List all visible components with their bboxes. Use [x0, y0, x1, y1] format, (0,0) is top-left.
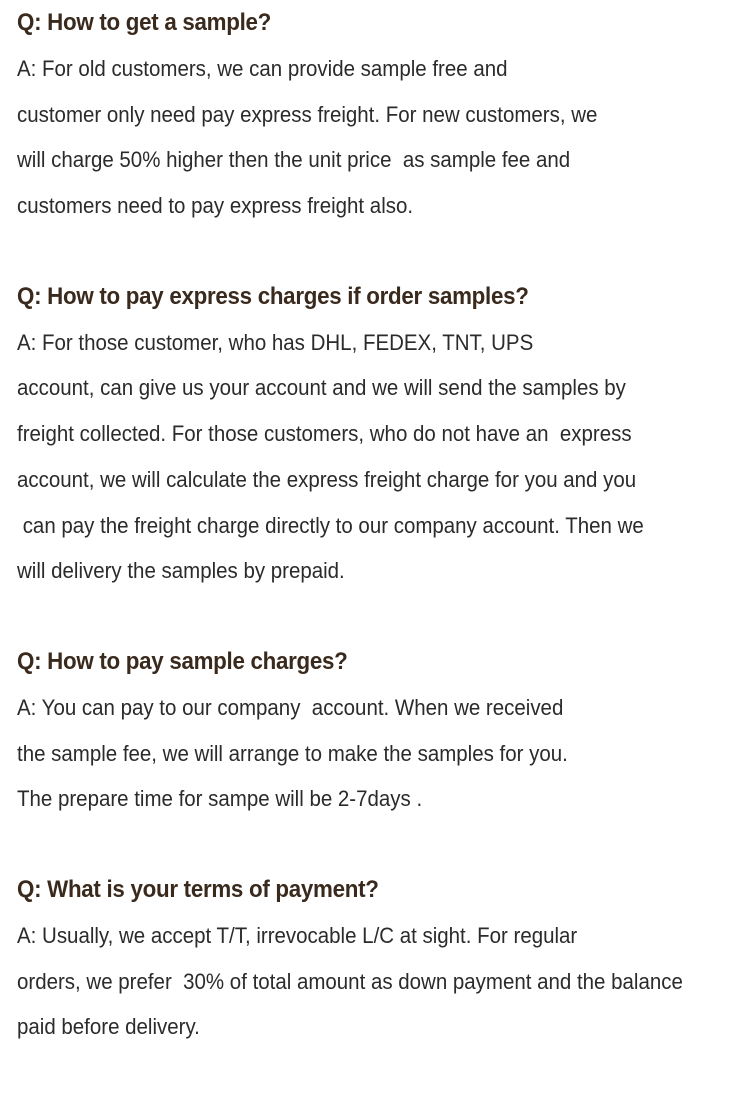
section-spacer — [17, 822, 743, 867]
faq-item-sample-charges — [17, 639, 743, 822]
faq-answer-line: customer only need pay express freight. For new customers, we — [17, 101, 598, 127]
faq-answer-line: account, we will calculate the express freight charge for you and you — [17, 466, 637, 492]
faq-answer-line: A: For old customers, we can provide sample free and — [17, 56, 508, 81]
faq-answer-line: A: You can pay to our company account. When we received — [17, 694, 564, 720]
faq-question: Q: What is your terms of payment? — [17, 875, 379, 903]
faq-answer-line: orders, we prefer 30% of total amount as down payment and the balance — [17, 968, 683, 994]
section-spacer — [17, 594, 743, 639]
faq-item-sample — [17, 0, 743, 229]
faq-answer-line: freight collected. For those customers, who do not have an express — [17, 421, 632, 447]
faq-answer-line: paid before delivery. — [17, 1014, 200, 1040]
faq-answer-line: The prepare time for sampe will be 2-7days . — [17, 786, 423, 812]
faq-answer-line: A: For those customer, who has DHL, FEDEX, TNT, UPS — [17, 329, 534, 355]
faq-answer-line: can pay the freight charge directly to our company account. Then we — [17, 512, 644, 538]
faq-item-express-charges — [17, 274, 743, 594]
faq-item-payment-terms — [17, 867, 743, 1050]
faq-question: Q: How to pay express charges if order samples? — [17, 282, 529, 310]
faq-answer-line: will charge 50% higher then the unit price as sample fee and — [17, 147, 571, 173]
faq-answer-line: the sample fee, we will arrange to make the samples for you. — [17, 740, 568, 766]
section-spacer — [17, 229, 743, 274]
faq-answer-line: A: Usually, we accept T/T, irrevocable L/C at sight. For regular — [17, 922, 578, 948]
faq-question: Q: How to get a sample? — [17, 9, 272, 36]
faq-answer-line: account, can give us your account and we will send the samples by — [17, 375, 626, 401]
faq-question: Q: How to pay sample charges? — [17, 647, 348, 675]
faq-answer-line: customers need to pay express freight also. — [17, 193, 414, 219]
faq-answer-line: will delivery the samples by prepaid. — [17, 558, 345, 584]
faq-list — [17, 0, 743, 1050]
